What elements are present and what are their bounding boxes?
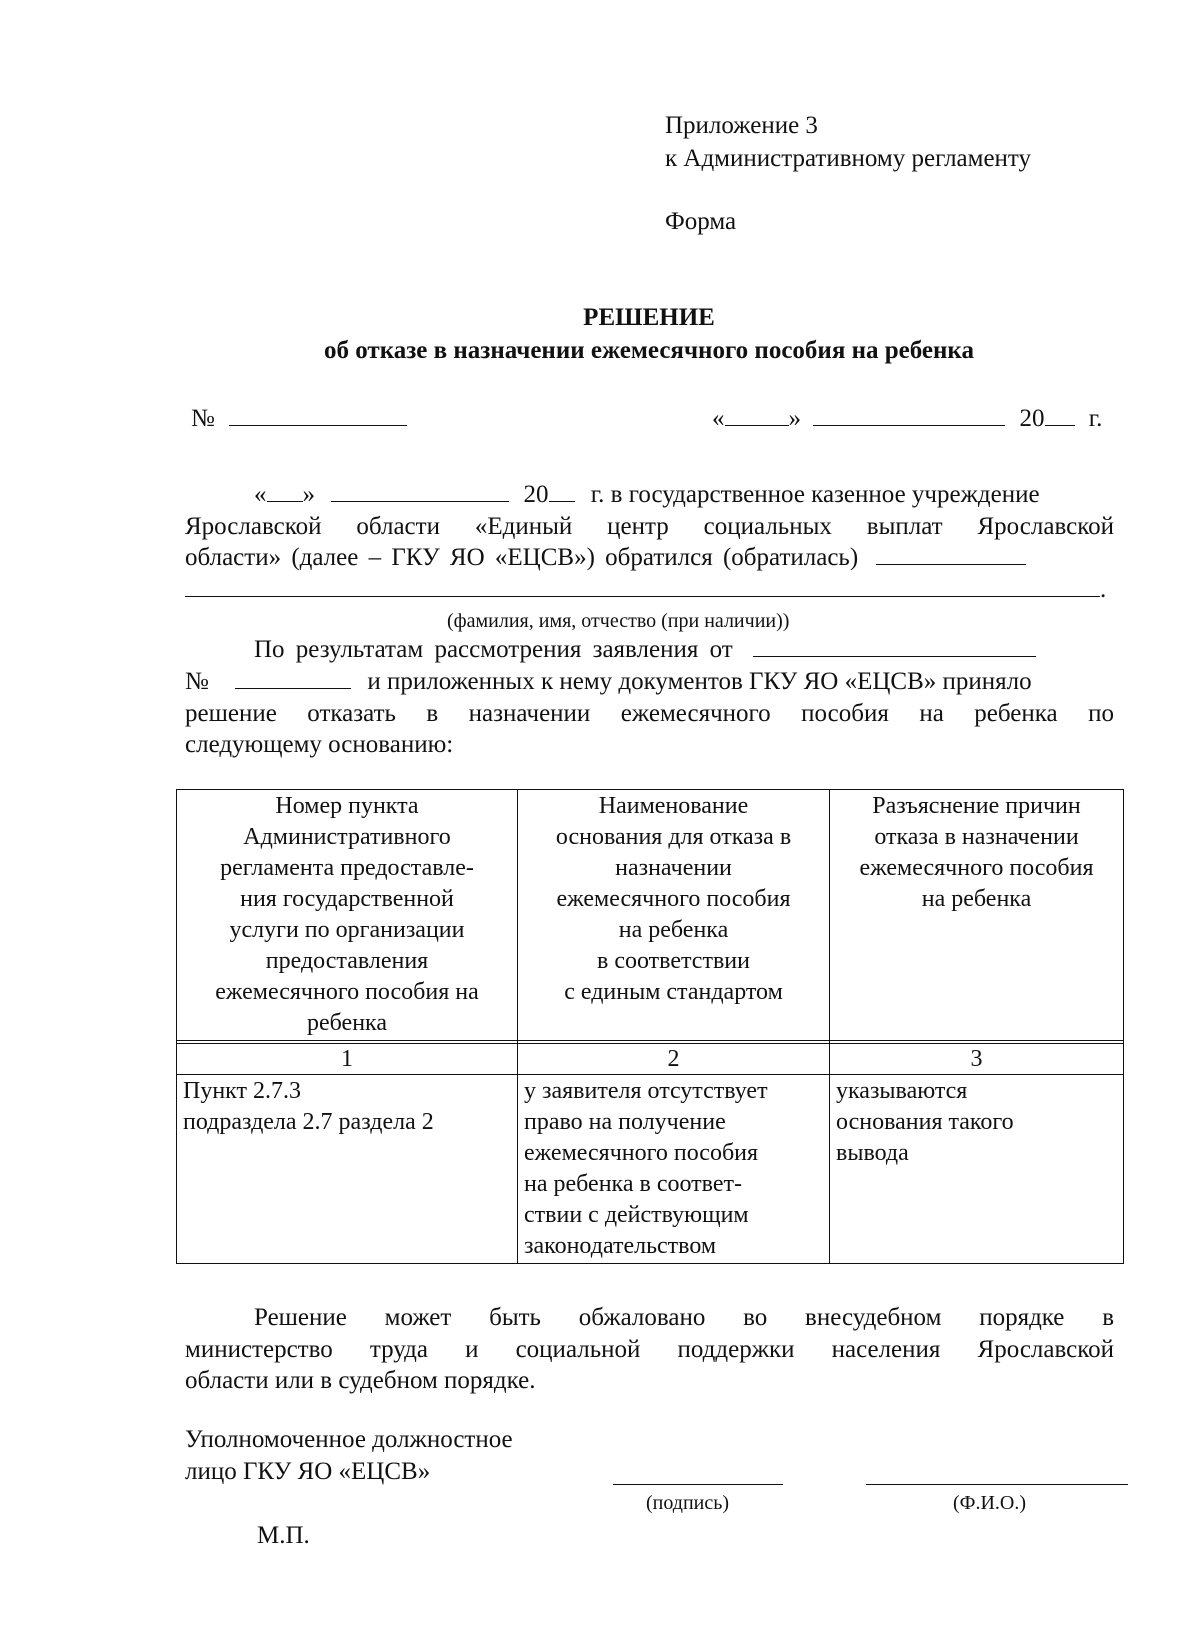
header-text: предоставления: [265, 948, 429, 974]
date-month-field[interactable]: [813, 403, 1005, 426]
header-cell-regulation-item: [177, 790, 518, 1041]
table-header-row: [177, 790, 1124, 1041]
table-row: [177, 1075, 1124, 1264]
para1-line1-text: г. в государственное казенное учреждение: [590, 481, 1040, 508]
quote-close: »: [302, 481, 315, 508]
header-text: Наименование: [598, 793, 749, 819]
signature-field[interactable]: [613, 1484, 783, 1485]
request-month-field[interactable]: [331, 479, 509, 502]
para1-period: .: [1100, 576, 1107, 603]
year-suffix: г.: [1088, 405, 1103, 432]
para1-line2: Ярославской области «Единый центр социальных выплат Ярославской: [185, 513, 1114, 540]
cell-text: вывода: [836, 1140, 909, 1166]
cell-regulation-item: [177, 1075, 518, 1264]
signature-caption: (подпись): [646, 1492, 730, 1514]
header-text: Номер пункта: [275, 793, 419, 819]
cell-text: ежемесячного пособия: [524, 1140, 759, 1166]
cell-text: Пункт 2.7.3: [183, 1078, 302, 1104]
header-text: отказа в назначении: [874, 824, 1079, 850]
quote-open: «: [254, 481, 267, 508]
stamp-place: М.П.: [257, 1522, 310, 1549]
header-cell-explanation: [830, 790, 1124, 1041]
table-number-row: [177, 1044, 1124, 1075]
header-text: услуги по организации: [229, 917, 465, 943]
request-day-field[interactable]: [267, 479, 303, 502]
document-title: РЕШЕНИЕ: [583, 304, 715, 331]
para1-line1: [254, 479, 1040, 510]
date-year-field[interactable]: [1045, 403, 1075, 426]
para2-line2: [185, 666, 1032, 697]
full-name-caption: (Ф.И.О.): [953, 1492, 1027, 1514]
para2-line1-text: По результатам рассмотрения заявления от: [254, 636, 733, 663]
header-text: на ребенка: [618, 917, 729, 943]
para1-line4: [185, 574, 1106, 605]
full-name-field[interactable]: [866, 1484, 1128, 1485]
number-sign: №: [191, 405, 215, 432]
header-text: ежемесячного пособия на: [215, 979, 479, 1005]
para1-line3-text: области» (далее – ГКУ ЯО «ЕЦСВ») обратился (обратилась): [185, 544, 859, 571]
request-year-field[interactable]: [549, 479, 575, 502]
para2-line4: следующему основанию:: [185, 731, 454, 758]
cell-text: указываются: [836, 1078, 968, 1104]
column-number-3: 3: [830, 1044, 1124, 1075]
cell-explanation: [830, 1075, 1124, 1264]
header-text: ребенка: [307, 1010, 387, 1036]
applicant-name-caption: (фамилия, имя, отчество (при наличии)): [447, 610, 790, 632]
cell-text: право на получение: [524, 1109, 726, 1135]
date-day-field[interactable]: [725, 403, 789, 426]
cell-text: ствии с действующим: [524, 1202, 749, 1228]
header-text: основания для отказа в: [555, 824, 792, 850]
decision-date-row: [712, 403, 1102, 434]
header-text: ежемесячного пособия: [556, 886, 791, 912]
cell-text: подраздела 2.7 раздела 2: [183, 1109, 434, 1135]
header-text: ния государственной: [240, 886, 454, 912]
decision-number-row: [191, 403, 407, 434]
official-title-line2: лицо ГКУ ЯО «ЕЦСВ»: [185, 1458, 431, 1485]
para2-line1: [254, 634, 1036, 665]
year-prefix: 20: [1019, 405, 1045, 432]
application-number-field[interactable]: [235, 666, 351, 689]
column-number-2: 2: [518, 1044, 830, 1075]
regulation-reference: к Административному регламенту: [665, 145, 1032, 172]
para2-line3: решение отказать в назначении ежемесячного пособия на ребенка по: [185, 700, 1114, 727]
header-text: назначении: [615, 855, 732, 881]
application-number-sign: №: [185, 668, 209, 695]
request-year-prefix: 20: [523, 481, 549, 508]
header-cell-refusal-ground: [518, 790, 830, 1041]
date-quote-close: »: [788, 405, 801, 432]
applicant-name-field[interactable]: [876, 542, 1026, 565]
header-text: Разъяснение причин: [872, 793, 1081, 819]
para1-line3: [185, 542, 1026, 573]
applicant-name-field-continued[interactable]: [185, 574, 1100, 597]
appeal-line2: министерство труда и социальной поддержки населения Ярославской: [185, 1336, 1114, 1363]
appendix-label: Приложение 3: [665, 112, 818, 139]
document-subtitle: об отказе в назначении ежемесячного пособия на ребенка: [324, 337, 974, 364]
header-text: в соответствии: [597, 948, 750, 974]
header-text: ежемесячного пособия: [859, 855, 1094, 881]
cell-text: у заявителя отсутствует: [524, 1078, 768, 1104]
para2-line2-text: и приложенных к нему документов ГКУ ЯО «ЕЦСВ» приняло: [367, 668, 1032, 695]
column-number-1: 1: [177, 1044, 518, 1075]
grounds-table: [176, 789, 1124, 1264]
date-quote-open: «: [712, 405, 725, 432]
header-text: Административного: [243, 824, 451, 850]
header-text: регламента предоставле-: [220, 855, 474, 881]
appeal-line1: Решение может быть обжаловано во внесудебном порядке в: [254, 1304, 1114, 1331]
cell-text: на ребенка в соответ-: [524, 1171, 742, 1197]
cell-text: законодательством: [524, 1233, 717, 1259]
decision-number-field[interactable]: [229, 403, 407, 426]
appeal-line3: области или в судебном порядке.: [185, 1367, 536, 1394]
header-text: с единым стандартом: [564, 979, 783, 1005]
application-date-field[interactable]: [753, 634, 1036, 657]
header-text: на ребенка: [921, 886, 1032, 912]
form-label: Форма: [665, 208, 737, 235]
official-title-line1: Уполномоченное должностное: [185, 1426, 513, 1453]
cell-text: основания такого: [836, 1109, 1014, 1135]
cell-refusal-ground: [518, 1075, 830, 1264]
